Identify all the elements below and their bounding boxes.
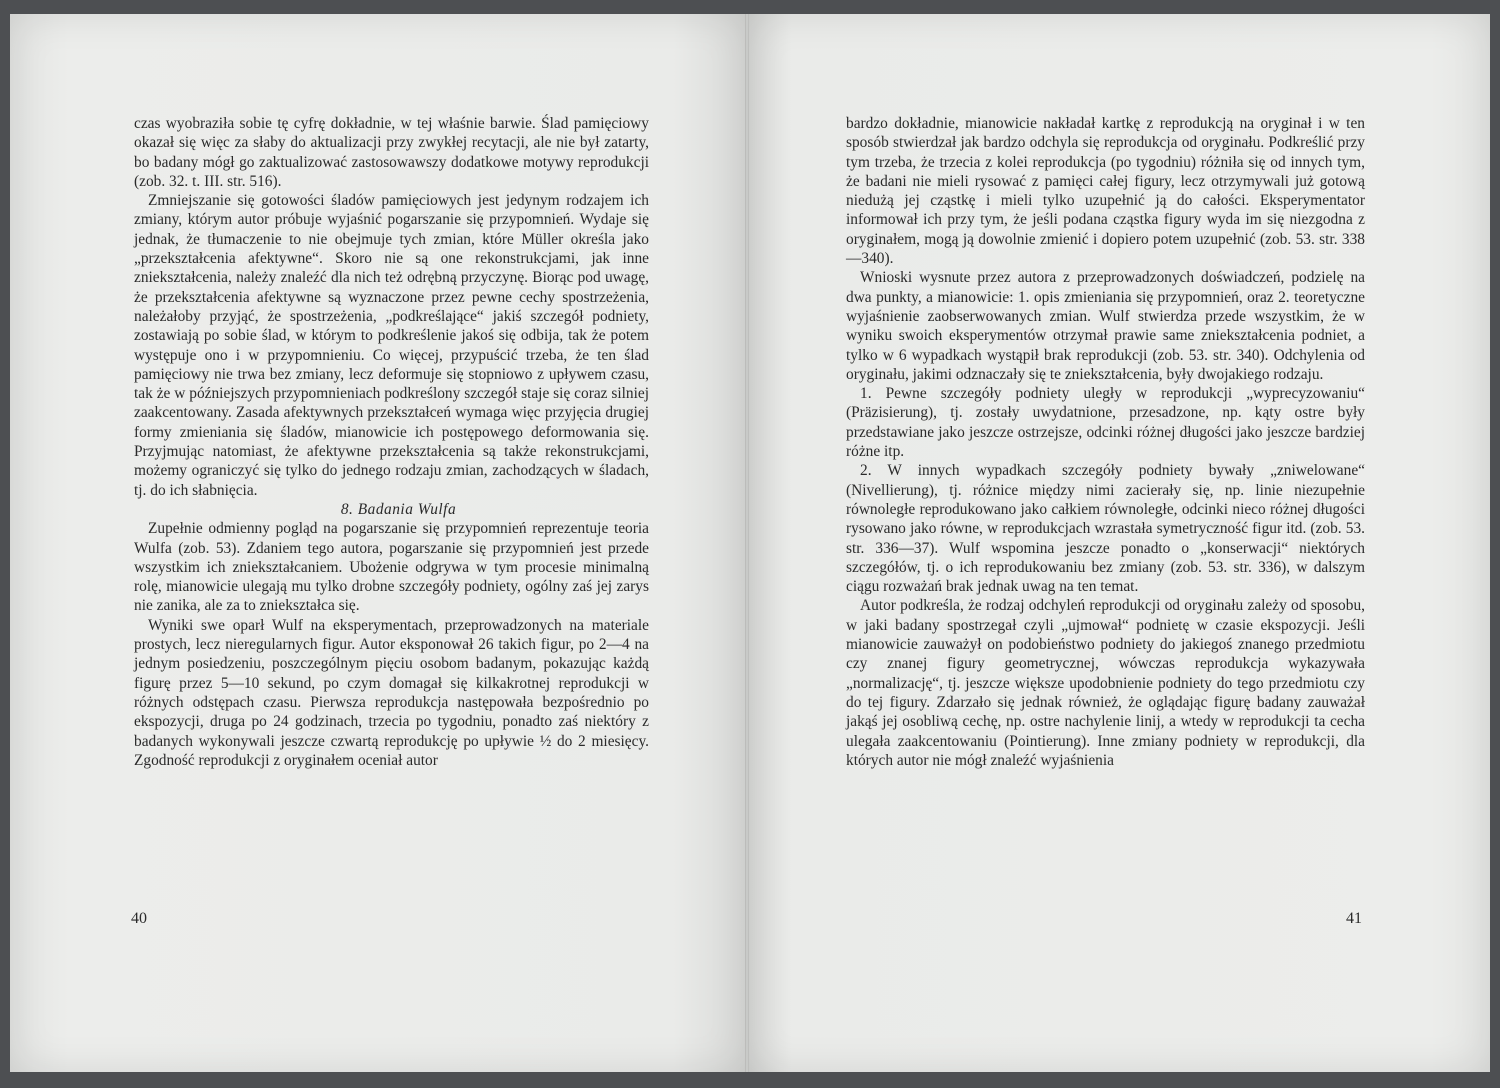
paragraph: Zupełnie odmienny pogląd na pogarszanie się przypomnień reprezentuje teoria Wulfa (zob. 53). Zdaniem tego autora, pogarszanie się przypomnień jest przede wszystkim ich zniekształcaniem. Ubożenie odgrywa w tym procesie minimalną rolę, mianowicie ulegają mu tylko drobne szczegóły podniety, ogólny zaś jej zarys nie zanika, ale za to zniekształca się.: [134, 520, 649, 615]
right-page-text: [846, 114, 1365, 770]
paragraph: bardzo dokładnie, mianowicie nakładał kartkę z reprodukcją na oryginał i w ten sposób stwierdzał jak bardzo odchyla się reprodukcja od oryginału. Podkreślić przy tym trzeba, że trzecia z kolei reprodukcja (po tygodniu) różniła się od innych tym, że badani nie mieli rysować z pamięci całej figury, lecz otrzymywali już gotową niedużą jej cząstkę i mieli tylko uzupełnić ją do całości. Eksperymentator informował ich przy tym, że jeśli podana cząstka figury wyda im się niezgodna z oryginałem, mogą ją dowolnie zmienić i dopiero potem uzupełnić (zob. 53. str. 338—340).: [846, 115, 1365, 268]
page-number-left: 40: [131, 910, 147, 927]
paragraph: 2. W innych wypadkach szczegóły podniety bywały „zniwelowane“ (Nivellierung), tj. różnice między nimi zacierały się, np. linie niezupełnie równoległe reprodukowano jako całkiem równoległe, odcinki nieco różnej długości rysowano jako równe, w reprodukcjach wzrastała symetryczność figur itd. (zob. 53. str. 336—37). Wulf wspomina jeszcze ponadto o „konserwacji“ niektórych szczegółów, tj. o ich reprodukowaniu bez zmiany (zob. 53. str. 336), w dalszym ciągu rozważań brak jednak uwag na ten temat.: [846, 462, 1365, 596]
page-number-right: 41: [1346, 910, 1362, 927]
book-gutter: [745, 14, 749, 1072]
paragraph: Wyniki swe oparł Wulf na eksperymentach, przeprowadzonych na materiale prostych, lecz nieregularnych figur. Autor eksponował 26 takich figur, po 2—4 na jednym posiedzeniu, poszczególnym pięciu osobom badanym, pokazując każdą figurę przez 5—10 sekund, po czym domagał się kilkakrotnej reprodukcji w różnych odstępach czasu. Pierwsza reprodukcja następowała bezpośrednio po ekspozycji, druga po 24 godzinach, trzecia po tygodniu, ponadto zaś niektóry z badanych wykonywali jeszcze czwartą reprodukcję po upływie ½ do 2 miesięcy. Zgodność reprodukcji z oryginałem oceniał autor: [134, 616, 649, 769]
left-page-text: [134, 114, 649, 770]
paragraph: Wnioski wysnute przez autora z przeprowadzonych doświadczeń, podzielę na dwa punkty, a mianowicie: 1. opis zmieniania się przypomnień, oraz 2. teoretyczne wyjaśnienie zaobserwowanych zmian. Wulf stwierdza przede wszystkim, że w wyniku swoich eksperymentów otrzymał prawie same zniekształcenia podniet, a tylko w 6 wypadkach wystąpił brak reprodukcji (zob. 53. str. 340). Odchylenia od oryginału, jakimi odznaczały się te zniekształcenia, były dwojakiego rodzaju.: [846, 269, 1365, 383]
paragraph: Zmniejszanie się gotowości śladów pamięciowych jest jedynym rodzajem ich zmiany, którym autor próbuje wyjaśnić pogarszanie się przypomnień. Wydaje się jednak, że tłumaczenie to nie obejmuje tych zmian, które Müller określa jako „przekształcenia afektywne“. Skoro nie są one rekonstrukcjami, jak inne zniekształcenia, należy znaleźć dla nich też odrębną przyczynę. Biorąc pod uwagę, że przekształcenia afektywne są wyznaczone przez pewne cechy spostrzeżenia, należałoby przyjąć, że spostrzeżenia, „podkreślające“ jakiś szczegół podniety, zostawiają po sobie ślad, w którym to podkreślenie jakoś się odbija, tak że potem występuje ono i w przypomnieniu. Co więcej, przypuścić trzeba, że ten ślad pamięciowy nie trwa bez zmiany, lecz deformuje się stopniowo z upływem czasu, tak że w późniejszych przypomnieniach podkreślony szczegół staje się coraz silniej zaakcentowany. Zasada afektywnych przekształceń wymaga więc przyjęcia drugiej formy zmieniania się śladów, mianowicie ich postępowego deformowania się. Przyjmując natomiast, że afektywne przekształcenia są także rekonstrukcjami, możemy ograniczyć się tylko do jednego rodzaju zmian, zachodzących w śladach, tj. do ich słabnięcia.: [134, 192, 649, 499]
paragraph: czas wyobraziła sobie tę cyfrę dokładnie, w tej właśnie barwie. Ślad pamięciowy okazał się więc za słaby do aktualizacji przy zwykłej recytacji, ale nie był zatarty, bo badany mógł go zaktualizować zastosowawszy dodatkowe motywy reprodukcji (zob. 32. t. III. str. 516).: [134, 115, 649, 190]
section-heading: 8. Badania Wulfa: [340, 500, 457, 518]
paragraph: 1. Pewne szczegóły podniety uległy w reprodukcji „wyprecyzowaniu“ (Präzisierung), tj. zostały uwydatnione, przesadzone, np. kąty ostre były przedstawiane jako jeszcze ostrzejsze, odcinki różnej długości jako jeszcze bardziej różne itp.: [846, 385, 1365, 461]
paragraph: Autor podkreśla, że rodzaj odchyleń reprodukcji od oryginału zależy od sposobu, w jaki badany spostrzegał czyli „ujmował“ podnietę w czasie ekspozycji. Jeśli mianowicie zauważył on podobieństwo podniety do jakiegoś znanego przedmiotu czy znanej figury geometrycznej, wówczas reprodukcja wykazywała „normalizację“, tj. jeszcze większe upodobnienie podniety do tego przedmiotu czy do tej figury. Zdarzało się jednak również, że oglądając figurę badany zauważał jakąś jej osobliwą cechę, np. ostre nachylenie linij, a wtedy w reprodukcji ta cecha ulegała zaakcentowaniu (Pointierung). Inne zmiany podniety w reprodukcji, dla których autor nie mógł znaleźć wyjaśnienia: [846, 597, 1365, 769]
